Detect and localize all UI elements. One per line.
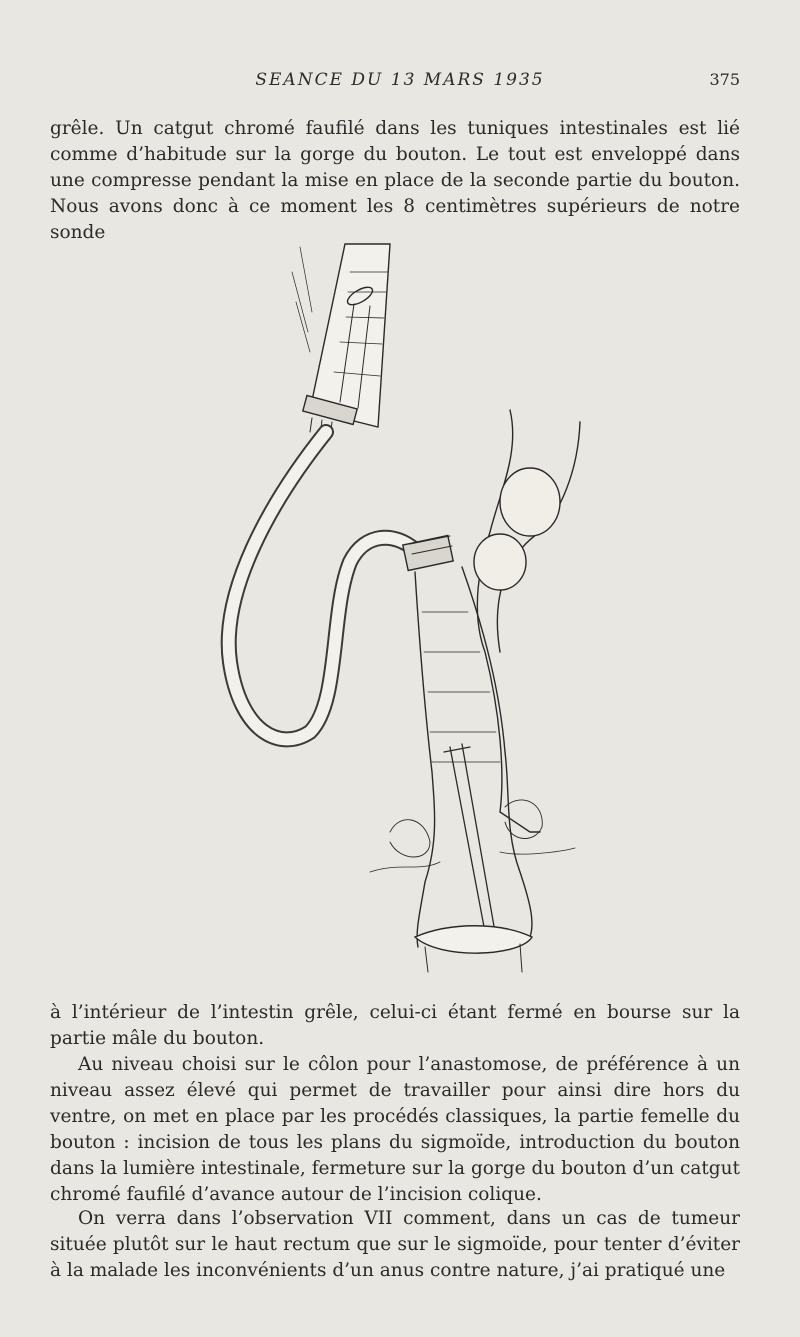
paragraph-1: grêle. Un catgut chromé faufilé dans les tuniques intestinales est lié comme d’habitude sur la gorge du bouton. Le tout est enveloppé dans une compresse pendant la mise en place de la seconde partie du bouton. Nous avons donc à ce moment les 8 centimètres supérieurs de notre sonde — [50, 118, 740, 243]
surgical-illustration — [200, 232, 600, 982]
running-title: SEANCE DU 13 MARS 1935 — [255, 70, 545, 90]
paragraph-4: On verra dans l’observation VII comment, dans un cas de tumeur située plutôt sur le haut rectum que sur le sigmoïde, pour tenter d’éviter à la malade les inconvénients d’un anus contre nature, j’ai pratiqué une — [50, 1208, 740, 1281]
paragraph-3: Au niveau choisi sur le côlon pour l’anastomose, de préférence à un niveau assez élevé qui permet de travailler pour ainsi dire hors du ventre, on met en place par les procédés classiques, la partie femelle du bouton : incision de tous les plans du sigmoïde, introduction du bouton dans la lumière intestinale, fermeture sur la gorge du bouton d’un catgut chromé faufilé d’avance autour de l’incision colique. — [50, 1054, 740, 1205]
page-number: 375 — [709, 70, 740, 89]
paragraph-2: à l’intérieur de l’intestin grêle, celui-ci étant fermé en bourse sur la partie mâle du bouton. — [50, 1002, 740, 1049]
illustration-drawing — [200, 232, 600, 982]
page-header — [0, 70, 800, 96]
